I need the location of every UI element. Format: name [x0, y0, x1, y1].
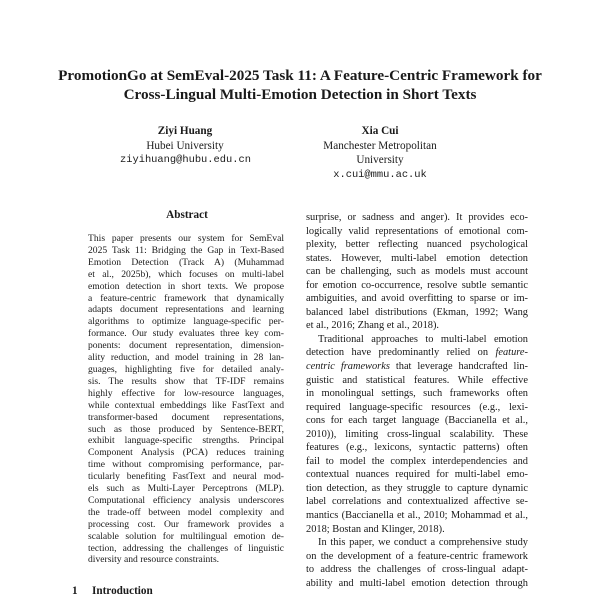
- abstract-line: 2025 Task 11: Bridging the Gap in Text-Based: [88, 244, 284, 256]
- text-line: plexity, better reflecting nuanced psychological: [306, 239, 528, 251]
- right-column-body: [306, 211, 528, 590]
- text-line: logically valid representations of emotional com-: [306, 225, 528, 237]
- text-line: surprise, or sadness and anger). It provides eco-: [306, 212, 528, 223]
- author-affiliation: Manchester Metropolitan University: [323, 139, 437, 167]
- text-line: required language-specific resources (e.g., lexi-: [306, 401, 528, 413]
- section-title: Introduction: [92, 585, 153, 597]
- author-name: Ziyi Huang: [157, 125, 213, 137]
- author-affiliation: Hubei University: [146, 139, 224, 152]
- abstract-line: ticularly benefiting FastText and neural mod-: [88, 471, 284, 483]
- abstract-line: tection, addressing the challenges of linguistic: [88, 542, 284, 554]
- text-line: can be challenging, such as models must account: [306, 266, 528, 278]
- abstract-line: time without compromising performance, par-: [88, 459, 284, 471]
- abstract-line: a feature-centric framework that dynamically: [88, 292, 284, 304]
- abstract-line: while contextual embeddings like FastText and: [88, 399, 284, 411]
- abstract-line: Emotion Detection (Track A) (Muhammad: [88, 256, 284, 268]
- abstract-line: diversity and resource constraints.: [88, 554, 220, 566]
- text-span: that leverage handcrafted lin-: [395, 361, 528, 373]
- abstract-line: the trade-off between model complexity and: [88, 506, 284, 518]
- section-number: 1: [72, 585, 78, 597]
- abstract-line: such as those produced by Sentence-BERT,: [88, 423, 284, 435]
- text-line: [306, 346, 528, 360]
- text-line: to address the challenges of cross-lingual adapt-: [306, 564, 528, 576]
- text-line: cons for each target language (Baccianella et al.,: [306, 415, 528, 427]
- text-line: In this paper, we conduct a comprehensive study: [318, 537, 528, 549]
- abstract-line: exhibit language-specific strengths. Principal: [88, 435, 284, 447]
- text-line: contextual nuances required for multi-label emo-: [306, 469, 528, 481]
- text-line: for emotion co-occurrence, resolve subtle semantic: [306, 279, 528, 291]
- text-line: [306, 360, 528, 374]
- title-line-1: PromotionGo at SemEval-2025 Task 11: A Feature-Centric Framework for: [58, 67, 542, 84]
- abstract-line: adapts document representations and learning: [88, 304, 284, 316]
- text-line: Traditional approaches to multi-label emotion: [318, 333, 528, 345]
- abstract-line: els such as Multi-Layer Perceptrons (MLP).: [88, 483, 284, 495]
- abstract-line: highly effective for low-resource languages,: [88, 387, 284, 399]
- text-line: balanced label distributions (Ekman, 1992; Wang: [306, 306, 528, 318]
- text-line: in monolingual settings, such frameworks often: [306, 388, 528, 400]
- abstract-line: transformer-based document representations,: [88, 411, 284, 423]
- abstract-line: et al., 2025b), which focuses on multi-label: [88, 268, 284, 280]
- author-block-1: [120, 124, 250, 168]
- abstract-line: ponents: document representation, dimension-: [88, 340, 284, 352]
- text-line: et al., 2016; Zhang et al., 2018).: [306, 320, 440, 332]
- text-line: ambiguities, and avoid overfitting to sparse or im-: [306, 293, 528, 305]
- paper-title: [40, 66, 560, 104]
- text-line: tion detection, as they struggle to capture dynamic: [306, 482, 528, 494]
- abstract-line: scalable solution for multilingual emotion de-: [88, 530, 284, 542]
- author-name: Xia Cui: [361, 125, 399, 137]
- abstract-line: ality reduction, and model training in 28 lan-: [88, 352, 284, 364]
- section-heading: [72, 585, 153, 597]
- text-line: guistic and statistical features. While effective: [306, 374, 528, 386]
- abstract-line: algorithms to optimize language-specific per-: [88, 316, 284, 328]
- text-line: features (e.g., lexicons, syntactic patterns) often: [306, 442, 528, 454]
- text-line: 2010)), limiting cross-lingual scalability. These: [306, 428, 528, 440]
- abstract-line: emotion detection in short texts. We propose: [88, 280, 284, 292]
- text-line: fail to model the complex interdependencies and: [306, 455, 528, 467]
- italic-term: centric frameworks: [306, 361, 390, 373]
- abstract-line: formance. Our study evaluates three key com-: [88, 328, 284, 340]
- abstract-line: This paper presents our system for SemEval: [88, 233, 284, 244]
- author-email: ziyihuang@hubu.edu.cn: [120, 154, 251, 167]
- author-email: x.cui@mmu.ac.uk: [333, 168, 427, 181]
- italic-term: feature-: [495, 347, 528, 359]
- text-line: on the development of a feature-centric framework: [306, 550, 528, 562]
- text-line: ability and multi-label emotion detection through: [306, 577, 528, 589]
- text-span: detection have predominantly relied on: [306, 347, 489, 359]
- abstract-line: guages, highlighting five for detailed analy-: [88, 363, 284, 375]
- text-line: label correlations and contextualized affective se-: [306, 496, 528, 508]
- abstract-body: [88, 233, 284, 566]
- abstract-line: Computational efficiency analysis underscores: [88, 494, 284, 506]
- text-line: states. However, multi-label emotion detection: [306, 252, 528, 264]
- abstract-line: processing cost. Our framework provides a: [88, 518, 284, 530]
- abstract-heading: Abstract: [166, 209, 208, 221]
- author-block-2: [300, 124, 460, 182]
- abstract-line: sis. The results show that TF-IDF remains: [88, 375, 284, 387]
- abstract-line: Component Analysis (PCA) reduces training: [88, 447, 284, 459]
- text-line: mantics (Baccianella et al., 2010; Mohammad et al.,: [306, 510, 528, 522]
- text-line: 2018; Bostan and Klinger, 2018).: [306, 523, 445, 535]
- title-line-2: Cross-Lingual Multi-Emotion Detection in Short Texts: [123, 86, 477, 103]
